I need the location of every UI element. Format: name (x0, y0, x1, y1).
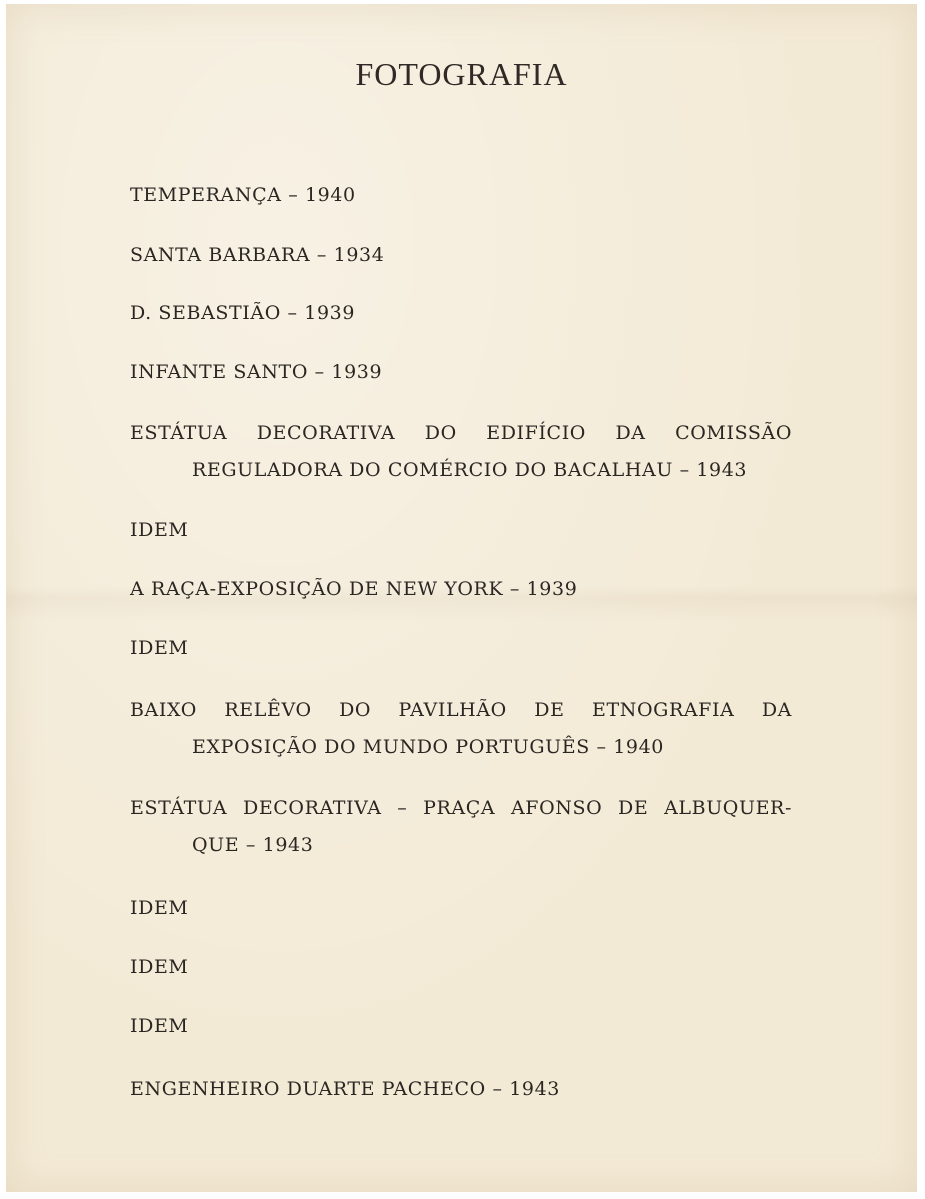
list-item-line: REGULADORA DO COMÉRCIO DO BACALHAU – 1943 (192, 459, 748, 481)
list-item-line: ESTÁTUA DECORATIVA DO EDIFÍCIO DA COMISSÃO (130, 422, 792, 444)
list-item: IDEM (130, 637, 189, 659)
list-item-line: ESTÁTUA DECORATIVA – PRAÇA AFONSO DE ALBUQUER- (130, 797, 792, 819)
list-item-line: EXPOSIÇÃO DO MUNDO PORTUGUÊS – 1940 (192, 736, 664, 758)
list-item (130, 692, 792, 766)
list-item (130, 790, 792, 864)
document-page (6, 4, 917, 1192)
list-item-line: QUE – 1943 (192, 834, 314, 856)
list-item: A RAÇA-EXPOSIÇÃO DE NEW YORK – 1939 (130, 578, 578, 600)
list-item: TEMPERANÇA – 1940 (130, 184, 356, 206)
list-item: IDEM (130, 956, 189, 978)
list-item: INFANTE SANTO – 1939 (130, 361, 383, 383)
list-item: ENGENHEIRO DUARTE PACHECO – 1943 (130, 1078, 560, 1100)
list-item (130, 415, 792, 489)
list-item-line: BAIXO RELÊVO DO PAVILHÃO DE ETNOGRAFIA DA (130, 699, 792, 721)
list-item: D. SEBASTIÃO – 1939 (130, 302, 356, 324)
page-title: FOTOGRAFIA (355, 56, 568, 92)
list-item: SANTA BARBARA – 1934 (130, 244, 385, 266)
list-item: IDEM (130, 1015, 189, 1037)
list-item: IDEM (130, 519, 189, 541)
list-item: IDEM (130, 897, 189, 919)
